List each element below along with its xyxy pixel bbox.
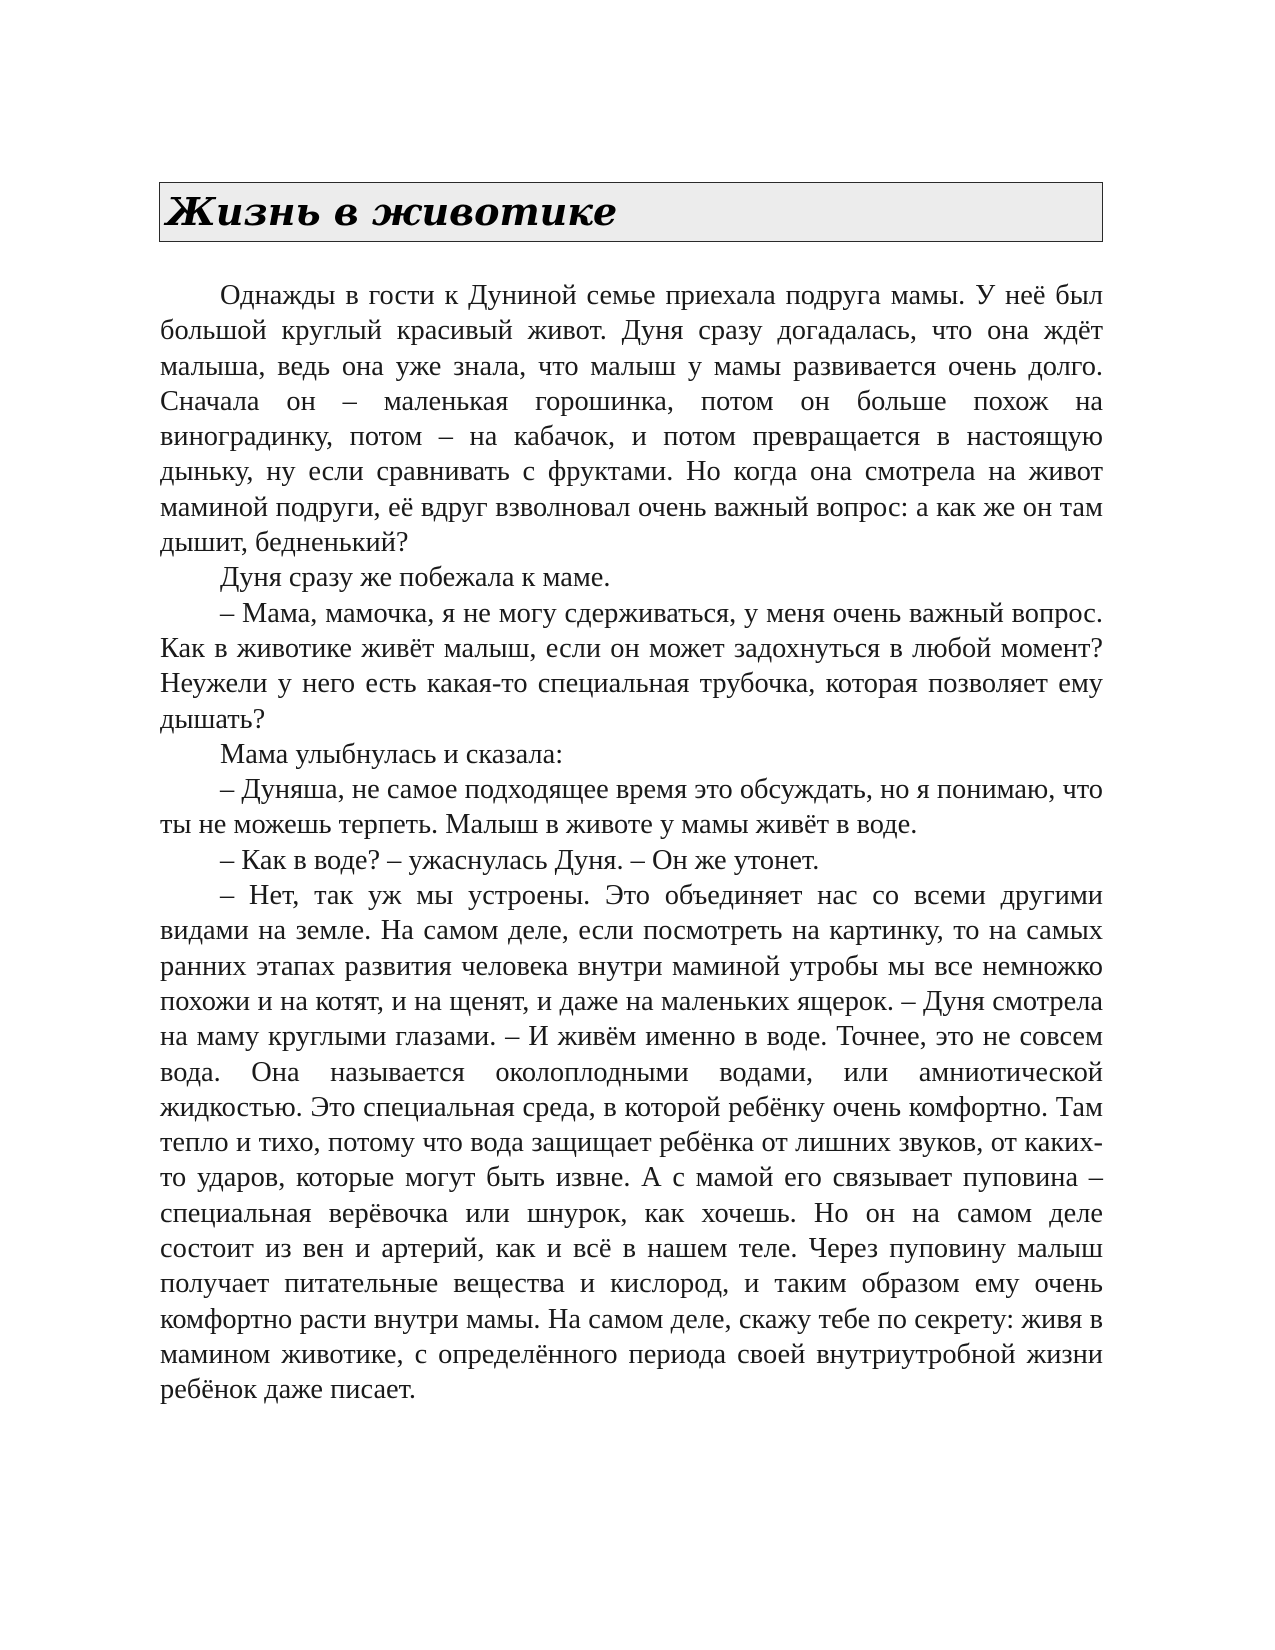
chapter-title: Жизнь в животике [166, 189, 618, 234]
paragraph: – Дуняша, не самое подходящее время это обсуждать, но я понимаю, что ты не можешь терпеть. Малыш в животе у мамы живёт в воде. [160, 774, 1103, 841]
paragraph: Мама улыбнулась и сказала: [220, 738, 564, 770]
paragraph: – Как в воде? – ужаснулась Дуня. – Он же утонет. [220, 844, 820, 876]
paragraph: Однажды в гости к Дуниной семье приехала подруга мамы. У неё был большой круглый красивый живот. Дуня сразу догадалась, что она ждёт малыша, ведь она уже знала, что малыш у мамы развивается очень долго. Сначала он – маленькая горошинка, потом он больше похож на виноградинку, потом – на кабачок, и потом превращается в настоящую дыньку, ну если сравнивать с фруктами. Но когда она смотрела на живот маминой подруги, её вдруг взволновал очень важный вопрос: а как же он там дышит, бедненький? [160, 280, 1103, 559]
paragraph: Дуня сразу же побежала к маме. [220, 562, 611, 594]
chapter-title-box [159, 182, 1103, 242]
paragraph: – Нет, так уж мы устроены. Это объединяет нас со всеми другими видами на земле. На самом деле, если посмотреть на картинку, то на самых ранних этапах развития человека внутри маминой утробы мы все немножко похожи и на котят, и на щенят, и даже на маленьких ящерок. – Дуня смотрела на маму круглыми глазами. – И живём именно в воде. Точнее, это не совсем вода. Она называется околоплодными водами, или амниотической жидкостью. Это специальная среда, в которой ребёнку очень комфортно. Там тепло и тихо, потому что вода защищает ребёнка от лишних звуков, от каких-то ударов, которые могут быть извне. А с мамой его связывает пуповина – специальная верёвочка или шнурок, как хочешь. Но он на самом деле состоит из вен и артерий, как и всё в нашем теле. Через пуповину малыш получает питательные вещества и кислород, и таким образом ему очень комфортно расти внутри мамы. На самом деле, скажу тебе по секрету: живя в мамином животике, с определённого периода своей внутриутробной жизни ребёнок даже писает. [160, 880, 1103, 1406]
paragraph: – Мама, мамочка, я не могу сдерживаться, у меня очень важный вопрос. Как в животике живёт малыш, если он может задохнуться в любой момент? Неужели у него есть какая-то специальная трубочка, которая позволяет ему дышать? [160, 597, 1103, 735]
chapter-body [160, 278, 1103, 1408]
